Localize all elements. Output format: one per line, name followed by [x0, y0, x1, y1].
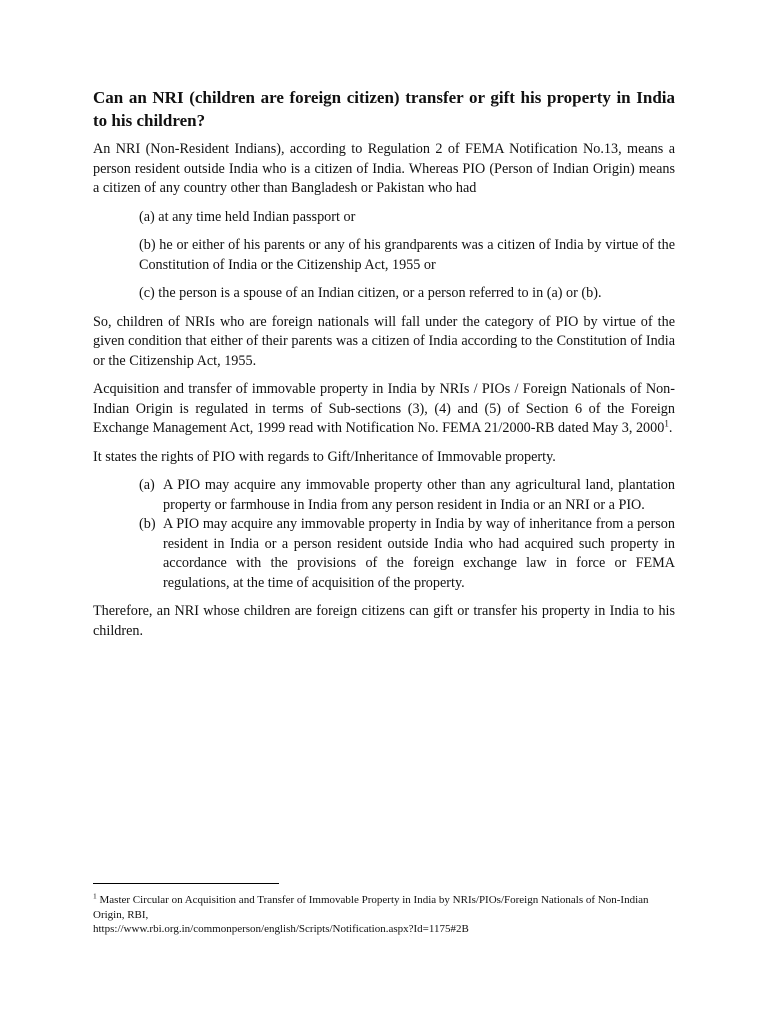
rights-item-marker: (a) [139, 477, 155, 493]
acquisition-text: Acquisition and transfer of immovable property in India by NRIs / PIOs / Foreign Nationals of Non-Indian Origin is regulated in terms of Sub-sections (3), (4) and (5) of Section 6 of the Foreign Exchange Management Act, 1999 read with Notification No. FEMA 21/2000-RB dated May 3, 2000 [93, 381, 675, 436]
footnote-link[interactable]: https://www.rbi.org.in/commonperson/english/Scripts/Notification.aspx?Id=1175#2B [93, 923, 469, 935]
document-body [93, 86, 675, 650]
rights-list [93, 476, 675, 593]
rights-intro-paragraph: It states the rights of PIO with regards to Gift/Inheritance of Immovable property. [93, 448, 556, 465]
rights-item-b [139, 515, 675, 593]
rights-item-marker: (b) [139, 516, 156, 532]
conclusion-paragraph: Therefore, an NRI whose children are foreign citizens can gift or transfer his property in India to his children. [93, 603, 675, 639]
condition-b: (b) he or either of his parents or any of his grandparents was a citizen of India by virtue of the Constitution of India or the Citizenship Act, 1955 or [139, 237, 675, 273]
footnote [93, 893, 675, 937]
footnote-marker: 1 [93, 891, 97, 901]
children-paragraph: So, children of NRIs who are foreign nationals will fall under the category of PIO by virtue of the given condition that either of their parents was a citizen of India according to the Constitution of India or the Citizenship Act, 1955. [93, 313, 675, 369]
footnote-divider [93, 883, 279, 884]
acquisition-paragraph [93, 380, 675, 439]
document-title: Can an NRI (children are foreign citizen) transfer or gift his property in India to his children? [93, 88, 675, 130]
rights-item-a [139, 476, 675, 515]
rights-item-text: A PIO may acquire any immovable property in India by way of inheritance from a person resident in India or a person resident outside India who had acquired such property in accordance with the provisions of the foreign exchange law in force or FEMA regulations, at the time of acquisition of the property. [163, 516, 675, 591]
footnote-text: Master Circular on Acquisition and Transfer of Immovable Property in India by NRIs/PIOs/Foreign Nationals of Non-Indian Origin, RBI, [93, 894, 649, 921]
condition-c: (c) the person is a spouse of an Indian citizen, or a person referred to in (a) or (b). [139, 285, 602, 301]
condition-a: (a) at any time held Indian passport or [139, 208, 356, 225]
rights-item-text: A PIO may acquire any immovable property other than any agricultural land, plantation property or farmhouse in India from any person resident in India or an NRI or a PIO. [163, 477, 675, 513]
footnote-reference[interactable]: 1 [664, 418, 669, 429]
acquisition-period: . [668, 420, 673, 436]
intro-paragraph: An NRI (Non-Resident Indians), according to Regulation 2 of FEMA Notification No.13, means a person resident outside India who is a citizen of India. Whereas PIO (Person of Indian Origin) means a citizen of any country other than Bangladesh or Pakistan who had [93, 141, 675, 196]
